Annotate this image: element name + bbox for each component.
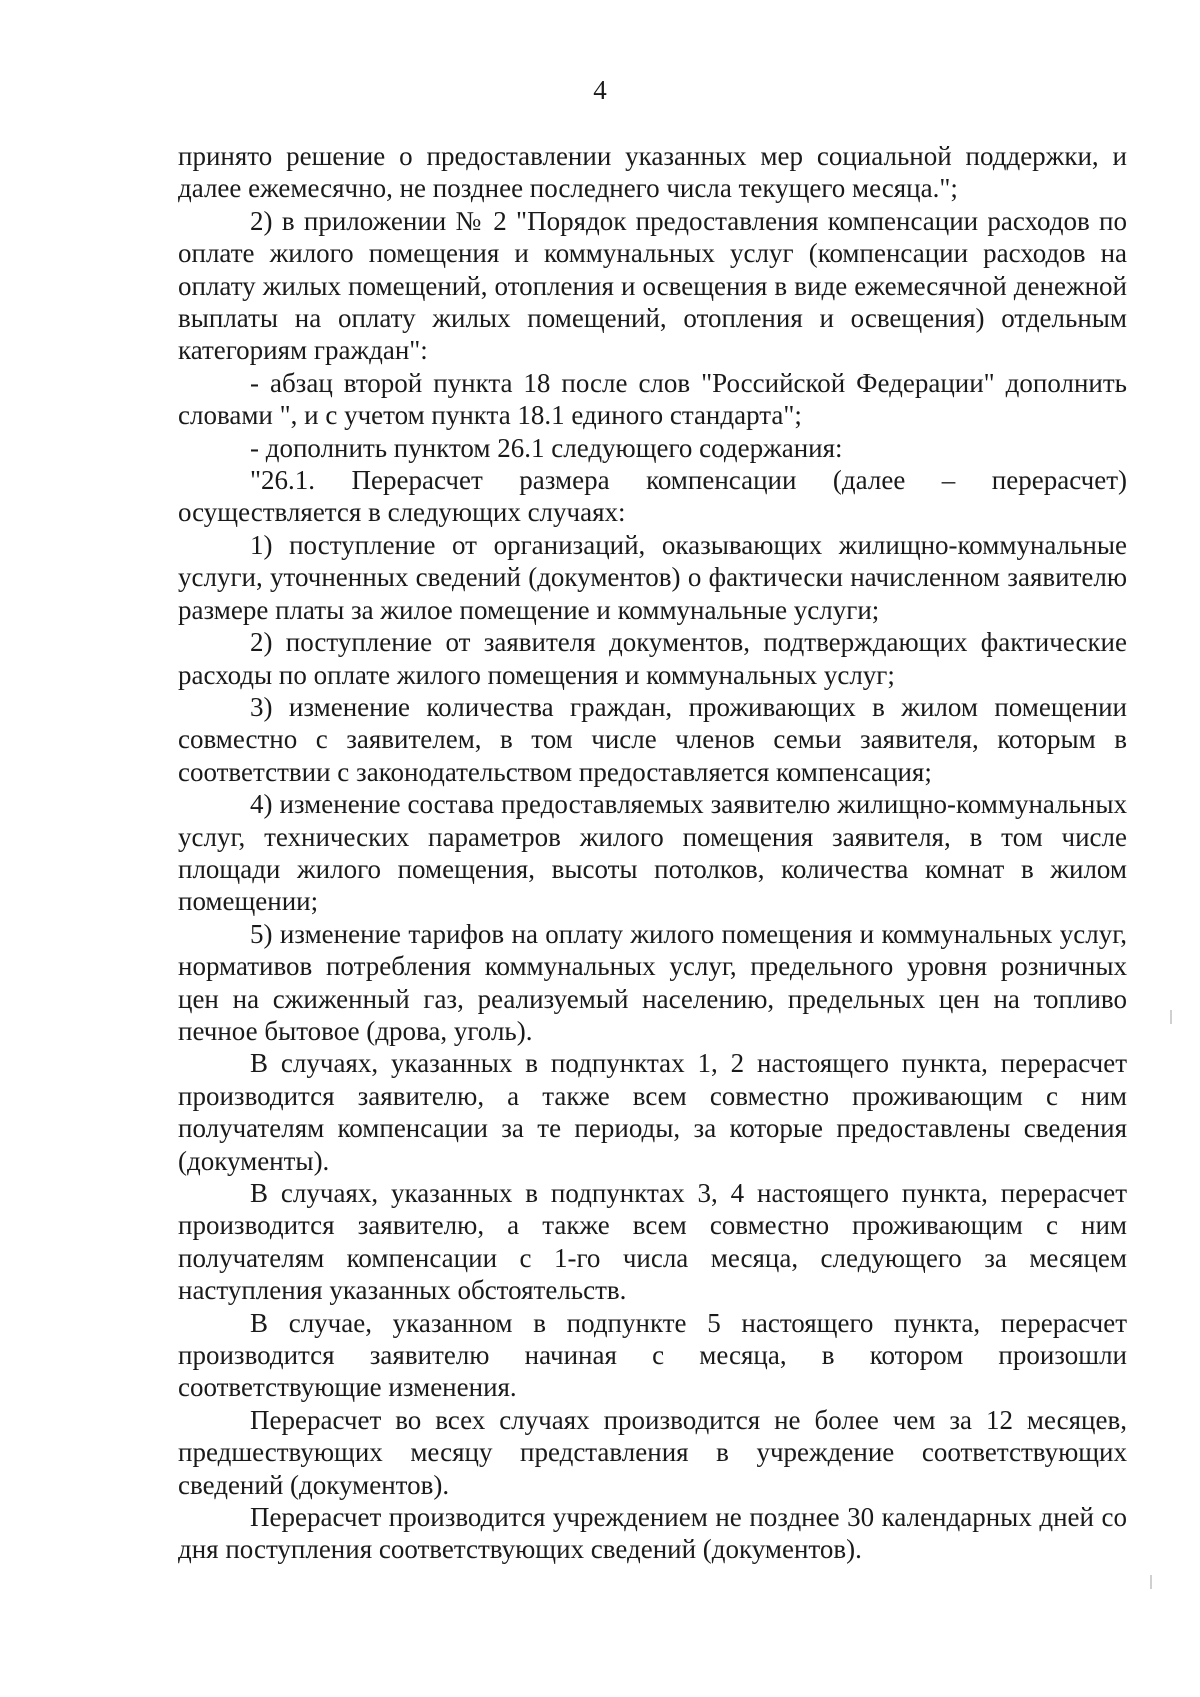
paragraph-continuation: принято решение о предоставлении указанных мер социальной поддержки, и далее ежемесячно, не позднее последнего числа текущего месяца."; [178,141,1127,204]
paragraph-cases-1-2: В случаях, указанных в подпунктах 1, 2 настоящего пункта, перерасчет производится заявителю, а также всем совместно проживающим с ним получателям компенсации за те периоды, за которые предоставлены сведения (документы). [178,1048,1127,1176]
paragraph-case-2: 2) поступление от заявителя документов, подтверждающих фактические расходы по оплате жилого помещения и коммунальных услуг; [178,627,1127,690]
paragraph-limit-12-months: Перерасчет во всех случаях производится не более чем за 12 месяцев, предшествующих месяцу представления в учреждение соответствующих сведений (документов). [178,1404,1127,1500]
paragraph-26-1-intro: "26.1. Перерасчет размера компенсации (далее – перерасчет) осуществляется в следующих случаях: [178,465,1127,528]
paragraph-case-5-rule: В случае, указанном в подпункте 5 настоящего пункта, перерасчет производится заявителю начиная с месяца, в котором произошли соответствующие изменения. [178,1307,1127,1403]
paragraph-case-3: 3) изменение количества граждан, проживающих в жилом помещении совместно с заявителем, в том числе членов семьи заявителя, которым в соответствии с законодательством предоставляется компенсация; [178,691,1127,787]
scan-artifact [1170,1010,1172,1024]
paragraph-case-4: 4) изменение состава предоставляемых заявителю жилищно-коммунальных услуг, технических параметров жилого помещения заявителя, в том числе площади жилого помещения, высоты потолков, количества комнат в жилом помещении; [178,789,1127,917]
page-number: 4 [593,75,607,105]
paragraph-cases-3-4: В случаях, указанных в подпунктах 3, 4 настоящего пункта, перерасчет производится заявителю, а также всем совместно проживающим с ним получателям компенсации с 1-го числа месяца, следующего за месяцем наступления указанных обстоятельств. [178,1178,1127,1306]
paragraph-case-1: 1) поступление от организаций, оказывающих жилищно-коммунальные услуги, уточненных сведений (документов) о фактически начисленном заявителю размере платы за жилое помещение и коммунальные услуги; [178,529,1127,625]
paragraph-case-5: 5) изменение тарифов на оплату жилого помещения и коммунальных услуг, нормативов потребления коммунальных услуг, предельного уровня розничных цен на сжиженный газ, реализуемый населению, предельных цен на топливо печное бытовое (дрова, уголь). [178,918,1127,1046]
paragraph-amend-18: - абзац второй пункта 18 после слов "Российской Федерации" дополнить словами ", и с учетом пункта 18.1 единого стандарта"; [178,367,1127,431]
paragraph-deadline-30-days: Перерасчет производится учреждением не позднее 30 календарных дней со дня поступления соответствующих сведений (документов). [178,1502,1127,1565]
paragraph-add-26-1: - дополнить пунктом 26.1 следующего содержания: [250,432,843,463]
scan-artifact [1150,1575,1152,1589]
document-body [178,140,1127,1566]
paragraph-item-2: 2) в приложении № 2 "Порядок предоставления компенсации расходов по оплате жилого помещения и коммунальных услуг (компенсации расходов на оплату жилых помещений, отопления и освещения в виде ежемесячной денежной выплаты на оплату жилых помещений, отопления и освещения) отдельным категориям граждан": [178,205,1127,366]
